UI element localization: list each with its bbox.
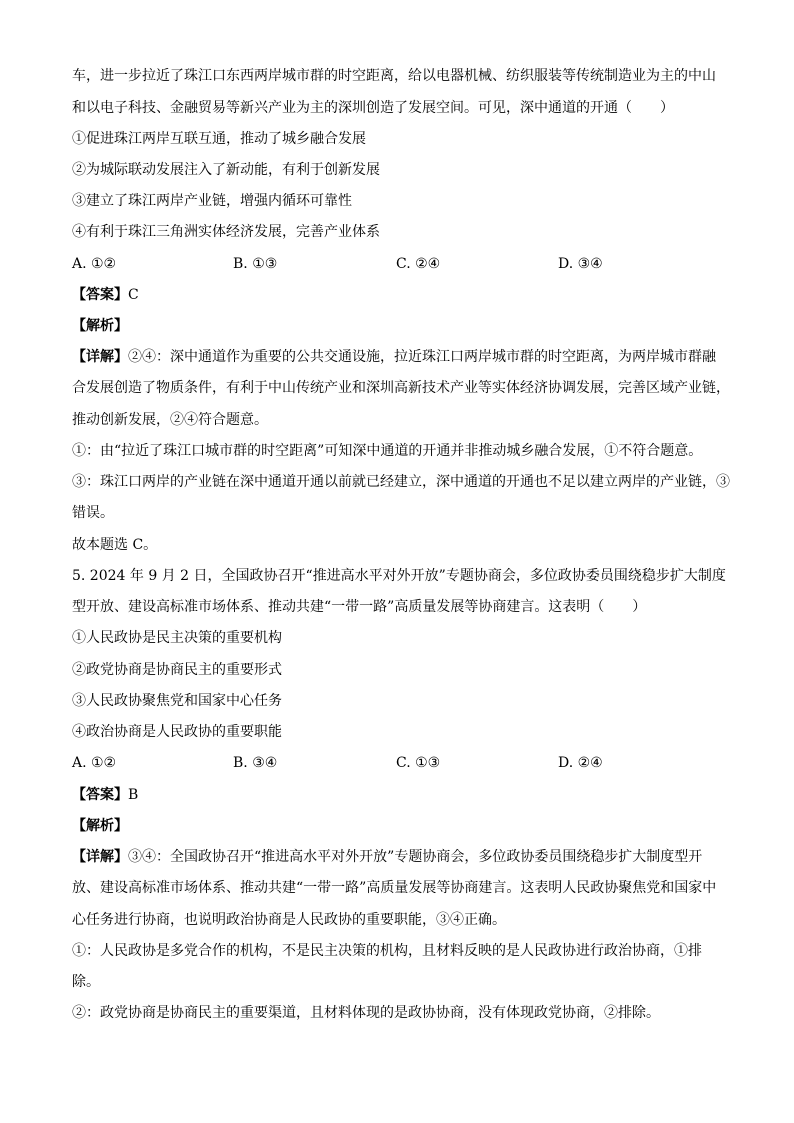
q5-exclude-line: 除。 (72, 974, 100, 990)
q5-statement: ③人民政协聚焦党和国家中心任务 (72, 693, 282, 709)
q5-answer (72, 785, 732, 805)
q5-statement: ④政治协商是人民政协的重要职能 (72, 724, 282, 740)
q5-statement: ②政党协商是协商民主的重要形式 (72, 662, 282, 678)
q4-option-c: C. ②④ (396, 256, 441, 272)
q5-stem-line: 5. 2024 年 9 月 2 日，全国政协召开“推进高水平对外开放”专题协商会，多位政协委员围绕稳步扩大制度 (72, 568, 726, 584)
q4-option-a: A. ①② (72, 256, 117, 272)
answer-label: 【答案】 (72, 287, 128, 303)
q5-option-c: C. ①③ (396, 755, 441, 771)
q4-option-b: B. ①③ (233, 256, 278, 272)
q4-statement: ①促进珠江两岸互联互通，推动了城乡融合发展 (72, 131, 366, 147)
q5-option-a: A. ①② (72, 755, 117, 771)
q5-option-b: B. ③④ (233, 755, 278, 771)
q4-option-d: D. ③④ (558, 256, 603, 272)
detail-text: ③④：全国政协召开“推进高水平对外开放”专题协商会，多位政协委员围绕稳步扩大制度型开 (128, 849, 703, 865)
q4-detail-line: 合发展创造了物质条件，有利于中山传统产业和深圳高新技术产业等实体经济协调发展，完善区域产业链， (72, 380, 730, 396)
q4-analysis-label: 【解析】 (72, 318, 128, 334)
q4-statement: ②为城际联动发展注入了新动能，有利于创新发展 (72, 162, 380, 178)
detail-label: 【详解】 (72, 349, 128, 365)
q5-analysis-label: 【解析】 (72, 818, 128, 834)
q4-options (72, 254, 732, 274)
answer-value: C (128, 287, 139, 303)
q4-exclude-line: ①：由“拉近了珠江口城市群的时空距离”可知深中通道的开通并非推动城乡融合发展，①不符合题意。 (72, 443, 703, 459)
q4-exclude-line: ③：珠江口两岸的产业链在深中通道开通以前就已经建立，深中通道的开通也不足以建立两岸的产业链，③ (72, 474, 730, 490)
q4-conclusion: 故本题选 C。 (72, 537, 158, 553)
q4-statement: ④有利于珠江三角洲实体经济发展，完善产业体系 (72, 224, 380, 240)
q5-options (72, 753, 732, 773)
q5-option-d: D. ②④ (558, 755, 603, 771)
q5-exclude-line: ①：人民政协是多党合作的机构，不是民主决策的机构，且材料反映的是人民政协进行政治协商，①排 (72, 943, 702, 959)
answer-value: B (128, 787, 139, 803)
q5-detail-line: 放、建设高标准市场体系、推动共建“一带一路”高质量发展等协商建言。这表明人民政协聚焦党和国家中 (72, 880, 717, 896)
q4-stem-line: 车，进一步拉近了珠江口东西两岸城市群的时空距离，给以电器机械、纺织服装等传统制造业为主的中山 (72, 68, 716, 84)
q5-detail-line (72, 847, 732, 867)
q5-detail-line: 心任务进行协商，也说明政治协商是人民政协的重要职能，③④正确。 (72, 912, 506, 928)
q4-answer (72, 285, 732, 305)
q4-detail-line (72, 347, 732, 367)
detail-text: ②④：深中通道作为重要的公共交通设施，拉近珠江口两岸城市群的时空距离，为两岸城市群融 (128, 349, 716, 365)
q4-exclude-line: 错误。 (72, 505, 114, 521)
q4-stem-line: 和以电子科技、金融贸易等新兴产业为主的深圳创造了发展空间。可见，深中通道的开通（ ） (72, 100, 674, 116)
q4-detail-line: 推动创新发展，②④符合题意。 (72, 412, 268, 428)
q5-statement: ①人民政协是民主决策的重要机构 (72, 630, 282, 646)
q5-stem-line: 型开放、建设高标准市场体系、推动共建“一带一路”高质量发展等协商建言。这表明（ ） (72, 599, 647, 615)
answer-label: 【答案】 (72, 787, 128, 803)
detail-label: 【详解】 (72, 849, 128, 865)
q4-statement: ③建立了珠江两岸产业链，增强内循环可靠性 (72, 193, 352, 209)
q5-exclude-line: ②：政党协商是协商民主的重要渠道，且材料体现的是政协协商，没有体现政党协商，②排除。 (72, 1005, 660, 1021)
